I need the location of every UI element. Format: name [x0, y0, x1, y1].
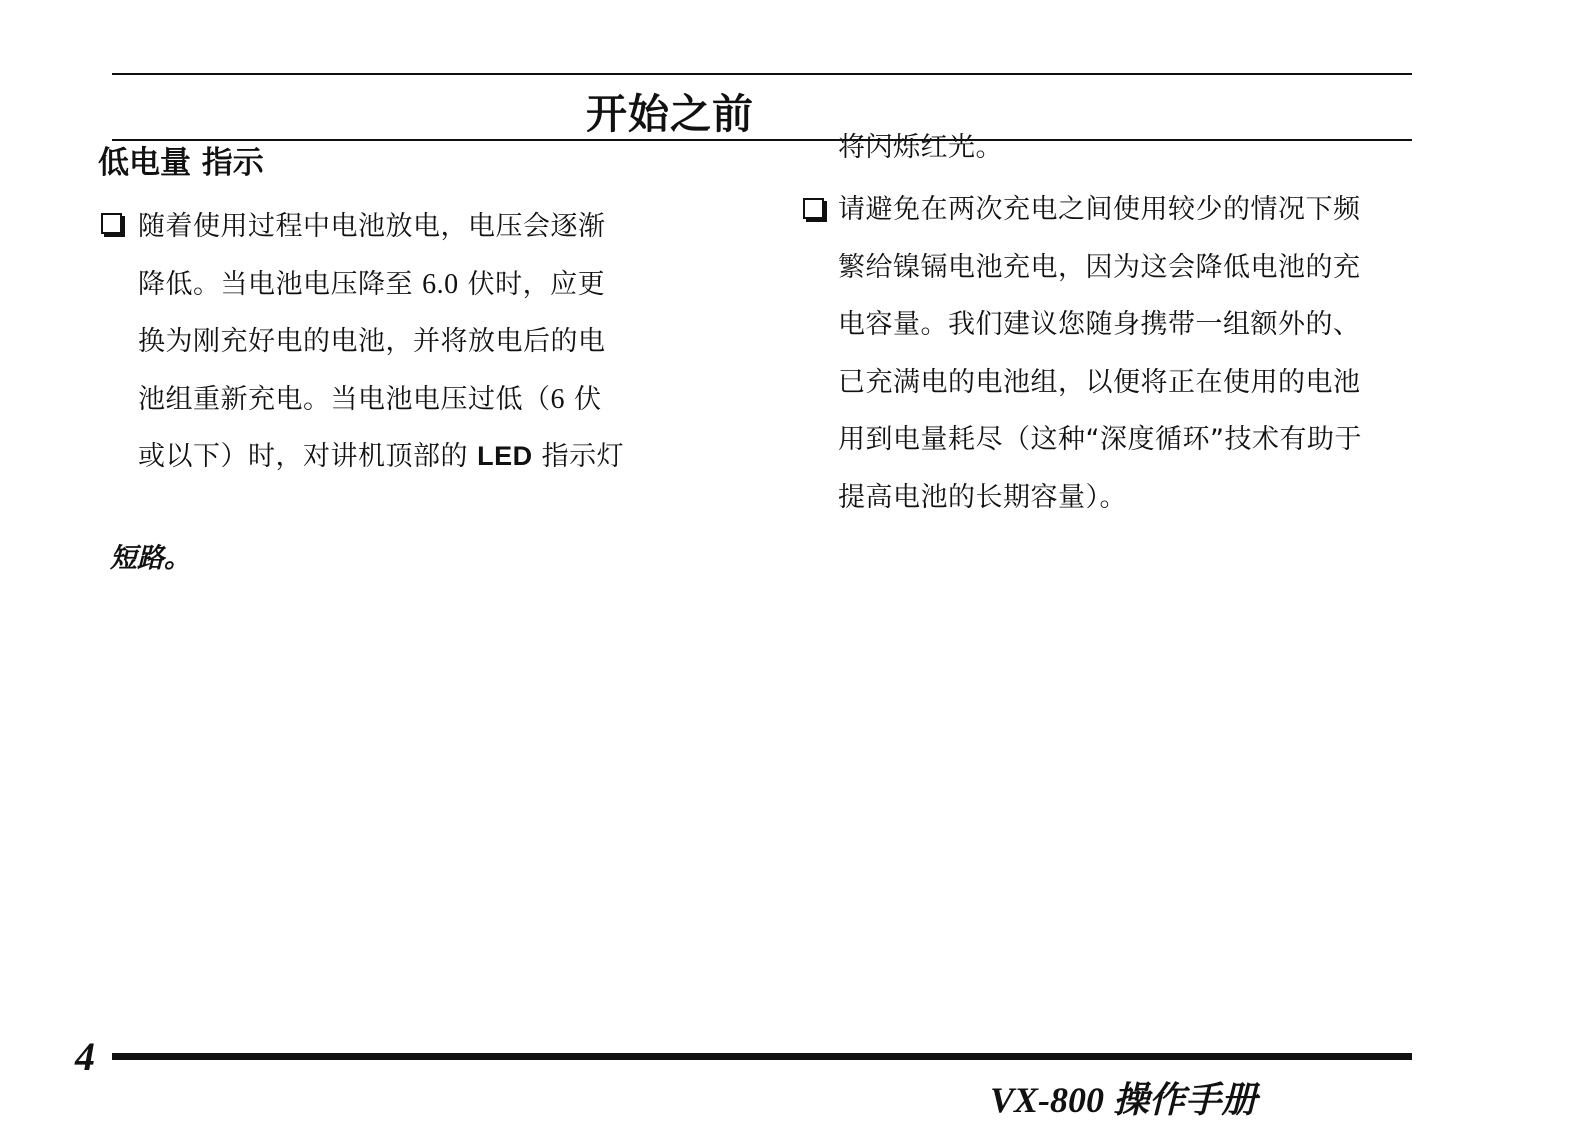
paragraph-line: 换为刚充好电的电池，并将放电后的电 [138, 326, 606, 357]
paragraph-line: 已充满电的电池组，以便将正在使用的电池 [838, 366, 1361, 398]
paragraph-text: 或以下）时，对讲机顶部的 [138, 441, 478, 472]
footer-rule [112, 1053, 1412, 1060]
paragraph-line: 提高电池的长期容量）。 [838, 481, 1127, 513]
paragraph-line: 用到电量耗尽（这种“深度循环”技术有助于 [838, 424, 1362, 455]
continuation-text: 将闪烁红光。 [838, 132, 1003, 163]
paragraph-text: 池组重新充电。当电池电压过低（ [138, 383, 551, 415]
charging-advice-paragraph [838, 181, 1362, 526]
paragraph-line [138, 371, 624, 429]
paragraph-text: 降低。当电池电压降至 [138, 268, 423, 300]
voltage-value: 6 [550, 383, 565, 415]
paragraph-line [138, 256, 624, 314]
paragraph-line [138, 428, 624, 486]
voltage-value: 6.0 [422, 268, 459, 300]
low-battery-paragraph [138, 198, 624, 486]
section-heading-low-battery: 低电量 指示 [98, 145, 264, 181]
paragraph-text: 指示灯 [532, 441, 625, 472]
paragraph-line: 繁给镍镉电池充电，因为这会降低电池的充 [838, 251, 1361, 283]
paragraph-text: 伏时，应更 [458, 268, 606, 300]
stray-note-text: 短路。 [110, 543, 191, 574]
paragraph-line: 请避免在两次充电之间使用较少的情况下频 [838, 194, 1361, 225]
paragraph-text: 伏 [565, 383, 602, 415]
page-number: 4 [75, 1034, 95, 1079]
top-rule [112, 73, 1412, 75]
checkbox-bullet-icon [101, 213, 122, 234]
checkbox-bullet-icon [803, 198, 824, 219]
led-term: LED [477, 441, 533, 471]
paragraph-line: 随着使用过程中电池放电，电压会逐渐 [138, 211, 606, 242]
manual-name: VX-800 操作手册 [990, 1080, 1258, 1120]
page-title: 开始之前 [586, 90, 754, 138]
paragraph-line: 电容量。我们建议您随身携带一组额外的、 [838, 309, 1361, 340]
